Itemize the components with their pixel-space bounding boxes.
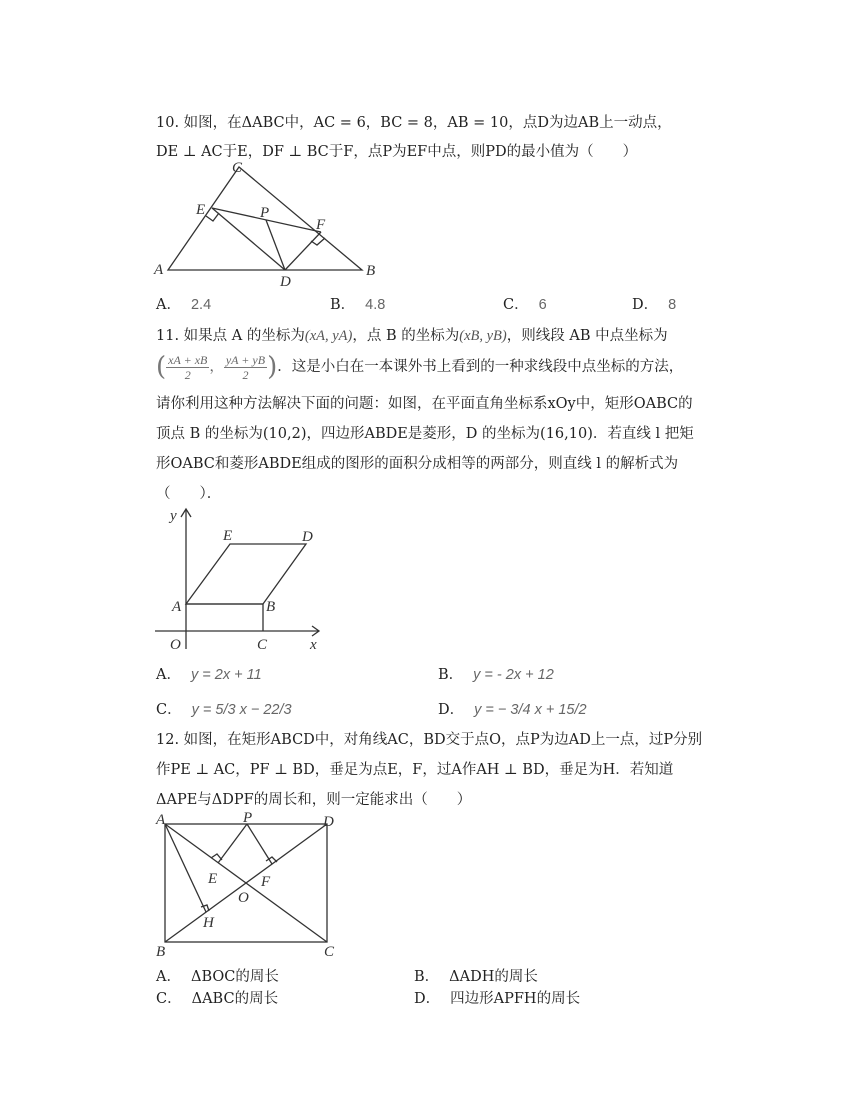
q10-label-D: D <box>280 274 291 290</box>
q10-option-d[interactable] <box>632 295 676 315</box>
q10-option-b[interactable] <box>330 295 385 315</box>
q11-label-B: B <box>266 599 276 615</box>
q12-option-a-value: ΔBOC的周长 <box>190 969 279 985</box>
q12-option-d-letter: D． <box>414 991 441 1007</box>
q11-stem-line5: 形OABC和菱形ABDE组成的图形的面积分成相等的两部分，则直线 l 的解析式为 <box>156 456 679 472</box>
q12-label-B: B <box>156 944 166 960</box>
q10-label-B: B <box>366 263 376 279</box>
q11-mid-num-y: yA + yB <box>225 352 266 367</box>
q11-option-c[interactable] <box>156 700 292 720</box>
q12-option-a-letter: A． <box>156 969 181 985</box>
q11-mid-den-y: 2 <box>242 367 249 382</box>
q10-label-C: C <box>232 160 243 176</box>
q11-coord-b: (xB, yB) <box>459 328 507 344</box>
q11-stem-line4: 顶点 B 的坐标为(10,2)，四边形ABDE是菱形，D 的坐标为(16,10)．若直线 l 把矩 <box>156 426 694 442</box>
q12-option-d-value: 四边形APFH的周长 <box>450 991 581 1007</box>
q11-stem-part3: ，则线段 AB 中点坐标为 <box>506 328 668 344</box>
q11-mid-close-paren: ) <box>267 352 278 382</box>
q12-option-b-value: ΔADH的周长 <box>449 969 538 985</box>
q11-option-d[interactable] <box>438 700 587 720</box>
q10-option-a[interactable] <box>156 295 211 315</box>
q11-label-x: x <box>310 637 317 653</box>
q10-option-c-letter: C． <box>503 297 529 313</box>
q12-stem-line1: 12. 如图，在矩形ABCD中，对角线AC，BD交于点O，点P为边AD上一点，过P分别 <box>156 732 703 748</box>
q11-stem-part2: ，点 B 的坐标为 <box>352 328 460 344</box>
q11-stem-part1: 11. 如果点 A 的坐标为 <box>156 328 305 344</box>
q12-label-P: P <box>243 810 253 826</box>
q11-mid-comma: ， <box>209 359 224 375</box>
q12-label-O: O <box>238 890 249 906</box>
q12-stem-line2: 作PE ⊥ AC，PF ⊥ BD，垂足为点E，F，过A作AH ⊥ BD，垂足为H．若知道 <box>156 762 674 778</box>
q11-option-d-letter: D． <box>438 702 465 718</box>
q11-stem-line2-text: ．这是小白在一本课外书上看到的一种求线段中点坐标的方法， <box>277 359 684 375</box>
q11-mid-frac-y <box>224 353 267 382</box>
q11-stem-line6: （ ）． <box>156 486 222 502</box>
q10-option-d-letter: D． <box>632 297 659 313</box>
q10-label-P: P <box>260 205 270 221</box>
q11-mid-num-x: xA + xB <box>168 352 208 367</box>
q11-stem-line3: 请你利用这种方法解决下面的问题：如图，在平面直角坐标系xOy中，矩形OABC的 <box>156 396 693 412</box>
q12-label-A: A <box>156 812 166 828</box>
q12-option-d[interactable] <box>414 989 580 1009</box>
q10-option-b-letter: B． <box>330 297 356 313</box>
q11-label-C: C <box>257 637 268 653</box>
q12-option-a[interactable] <box>156 967 279 987</box>
q10-option-c-value: 6 <box>538 297 547 313</box>
q11-option-c-value: y = 5/3 x − 22/3 <box>191 702 292 718</box>
q10-stem-line2: DE ⊥ AC于E，DF ⊥ BC于F，点P为EF中点，则PD的最小值为（ ） <box>156 144 638 160</box>
q11-mid-frac-x <box>166 353 209 382</box>
q11-coordinate-figure <box>150 504 330 654</box>
q11-option-b[interactable] <box>438 665 554 685</box>
q10-option-a-value: 2.4 <box>190 297 212 313</box>
q10-option-b-value: 4.8 <box>365 297 386 313</box>
q11-option-d-value: y = − 3/4 x + 15/2 <box>474 702 587 718</box>
q10-stem-line1: 10. 如图，在ΔABC中，AC = 6，BC = 8，AB = 10，点D为边AB上一动点， <box>156 115 672 131</box>
q11-option-a-letter: A． <box>156 667 181 683</box>
q11-mid-open-paren: ( <box>156 352 167 382</box>
q12-label-D: D <box>323 814 334 830</box>
q10-triangle-figure <box>150 158 390 288</box>
q10-label-A: A <box>154 262 164 278</box>
q11-option-a[interactable] <box>156 665 262 685</box>
q12-label-F: F <box>261 874 271 890</box>
q12-option-c[interactable] <box>156 989 278 1009</box>
q11-coord-a: (xA, yA) <box>304 328 353 344</box>
q11-label-y: y <box>170 508 177 524</box>
q10-option-c[interactable] <box>503 295 547 315</box>
q10-label-E: E <box>196 202 206 218</box>
q11-label-E: E <box>223 528 233 544</box>
q12-label-E: E <box>208 871 218 887</box>
q11-label-O: O <box>170 637 181 653</box>
q12-label-C: C <box>324 944 335 960</box>
q12-rectangle-figure <box>150 810 350 960</box>
q11-mid-den-x: 2 <box>184 367 191 382</box>
q10-option-d-value: 8 <box>668 297 677 313</box>
q10-label-F: F <box>316 217 326 233</box>
q11-option-a-value: y = 2x + 11 <box>190 667 262 683</box>
q11-option-c-letter: C． <box>156 702 182 718</box>
q12-stem-line3: ΔAPE与ΔDPF的周长和，则一定能求出（ ） <box>156 792 472 808</box>
q12-option-c-letter: C． <box>156 991 182 1007</box>
q11-label-D: D <box>302 529 313 545</box>
q12-option-c-value: ΔABC的周长 <box>191 991 279 1007</box>
q11-option-b-letter: B． <box>438 667 464 683</box>
q12-option-b[interactable] <box>414 967 538 987</box>
q12-option-b-letter: B． <box>414 969 440 985</box>
q10-option-a-letter: A． <box>156 297 181 313</box>
q11-label-A: A <box>172 599 182 615</box>
q11-option-b-value: y = - 2x + 12 <box>473 667 554 683</box>
q12-label-H: H <box>203 915 214 931</box>
q11-stem-line1 <box>156 326 668 346</box>
q11-stem-line2 <box>156 350 683 384</box>
